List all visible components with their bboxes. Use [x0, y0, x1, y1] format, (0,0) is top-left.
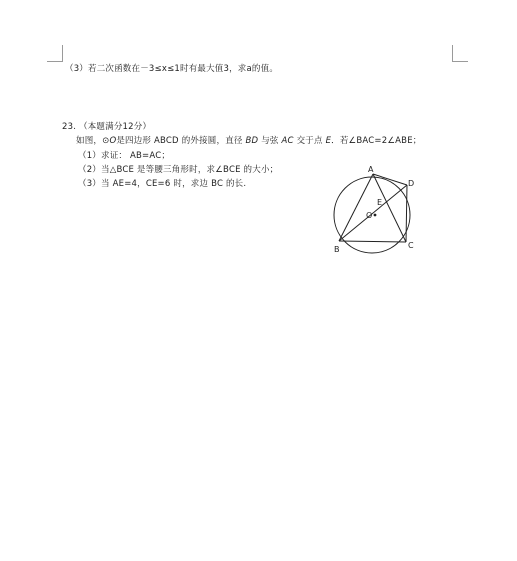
segment-da	[373, 174, 407, 185]
sub-question-2: （2）当△BCE 是等腰三角形时，求∠BCE 的大小；	[78, 165, 279, 175]
problem-points: （本题满分12分）	[79, 122, 152, 132]
diameter-bd	[339, 185, 407, 241]
label-c: C	[408, 241, 414, 250]
label-e: E	[377, 198, 383, 207]
circle-quadrilateral-figure	[325, 160, 445, 270]
crop-mark-top-left-horizontal	[47, 61, 63, 62]
crop-mark-top-left-vertical	[62, 45, 63, 62]
center-point-o	[374, 214, 377, 217]
chord-ac	[373, 174, 406, 242]
problem-heading	[62, 122, 151, 133]
problem-stem: 如图，⊙O是四边形 ABCD 的外接圆，直径 BD 与弦 AC 交于点 E．若∠BAC=2∠ABE；	[76, 136, 422, 146]
sub-question-3: （3）当 AE=4，CE=6 时，求边 BC 的长.	[78, 179, 247, 189]
problem-number: 23.	[62, 122, 77, 132]
segment-cd	[406, 185, 407, 242]
label-o: O	[366, 211, 373, 220]
crop-mark-top-right-horizontal	[452, 61, 468, 62]
crop-mark-top-right-vertical	[452, 45, 453, 62]
label-b: B	[334, 245, 340, 254]
previous-question-part-3: （3）若二次函数在－3≤x≤1时有最大值3，求a的值。	[65, 64, 279, 74]
sub-question-1: （1）求证： AB=AC；	[78, 151, 171, 161]
label-a: A	[368, 165, 374, 174]
segment-bc	[339, 241, 406, 242]
segment-ab	[339, 174, 373, 241]
label-d: D	[408, 179, 415, 188]
